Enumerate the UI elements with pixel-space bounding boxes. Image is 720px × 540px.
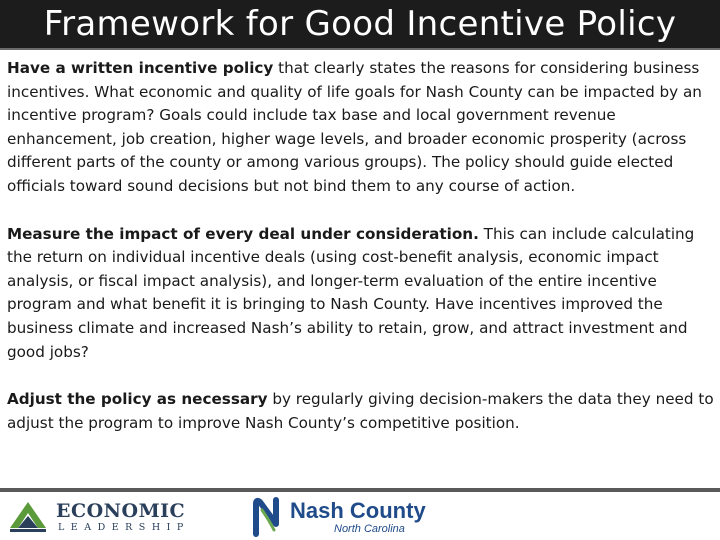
paragraph-written-policy [7, 57, 715, 199]
paragraph-measure-impact [7, 223, 715, 365]
title-bar [0, 0, 720, 50]
paragraph-lead: Adjust the policy as necessary [7, 390, 268, 409]
economic-logo-text: ECONOMIC [56, 500, 186, 522]
leadership-logo-text: LEADERSHIP [58, 522, 190, 533]
nash-county-logo [250, 496, 430, 538]
paragraph-lead: Measure the impact of every deal under consideration. [7, 224, 479, 243]
paragraph-body: This can include calculating the return on individual incentive deals (using cost-benefit analysis, economic impact analysis, or fiscal impact analysis), and longer-term evaluation of the entire incentive program and what benefit it is bringing to Nash County. Have incentives improved the business climate and increased Nash’s ability to retain, grow, and attract investment and good jobs? [7, 224, 695, 361]
paragraph-body: by regularly giving decision-makers the data they need to adjust the program to improve Nash County’s competitive position. [7, 390, 714, 432]
nash-county-logo-text: Nash County [290, 498, 426, 523]
slide-body [7, 57, 715, 459]
footer-divider [0, 488, 720, 492]
economic-leadership-mark-icon [6, 498, 50, 534]
economic-leadership-logo [6, 498, 190, 534]
nash-county-n-icon [250, 496, 288, 538]
paragraph-body: that clearly states the reasons for considering business incentives. What economic and quality of life goals for Nash County can be impacted by an incentive program? Goals could include tax base and local government revenue enhancement, job creation, higher wage levels, and broader economic prosperity (across different parts of the county or among various groups). The policy should guide elected officials toward sound decisions but not bind them to any course of action. [7, 59, 702, 195]
north-carolina-logo-text: North Carolina [334, 523, 405, 535]
paragraph-adjust-policy [7, 388, 715, 435]
slide-title: Framework for Good Incentive Policy [43, 4, 677, 44]
paragraph-lead: Have a written incentive policy [7, 59, 274, 77]
